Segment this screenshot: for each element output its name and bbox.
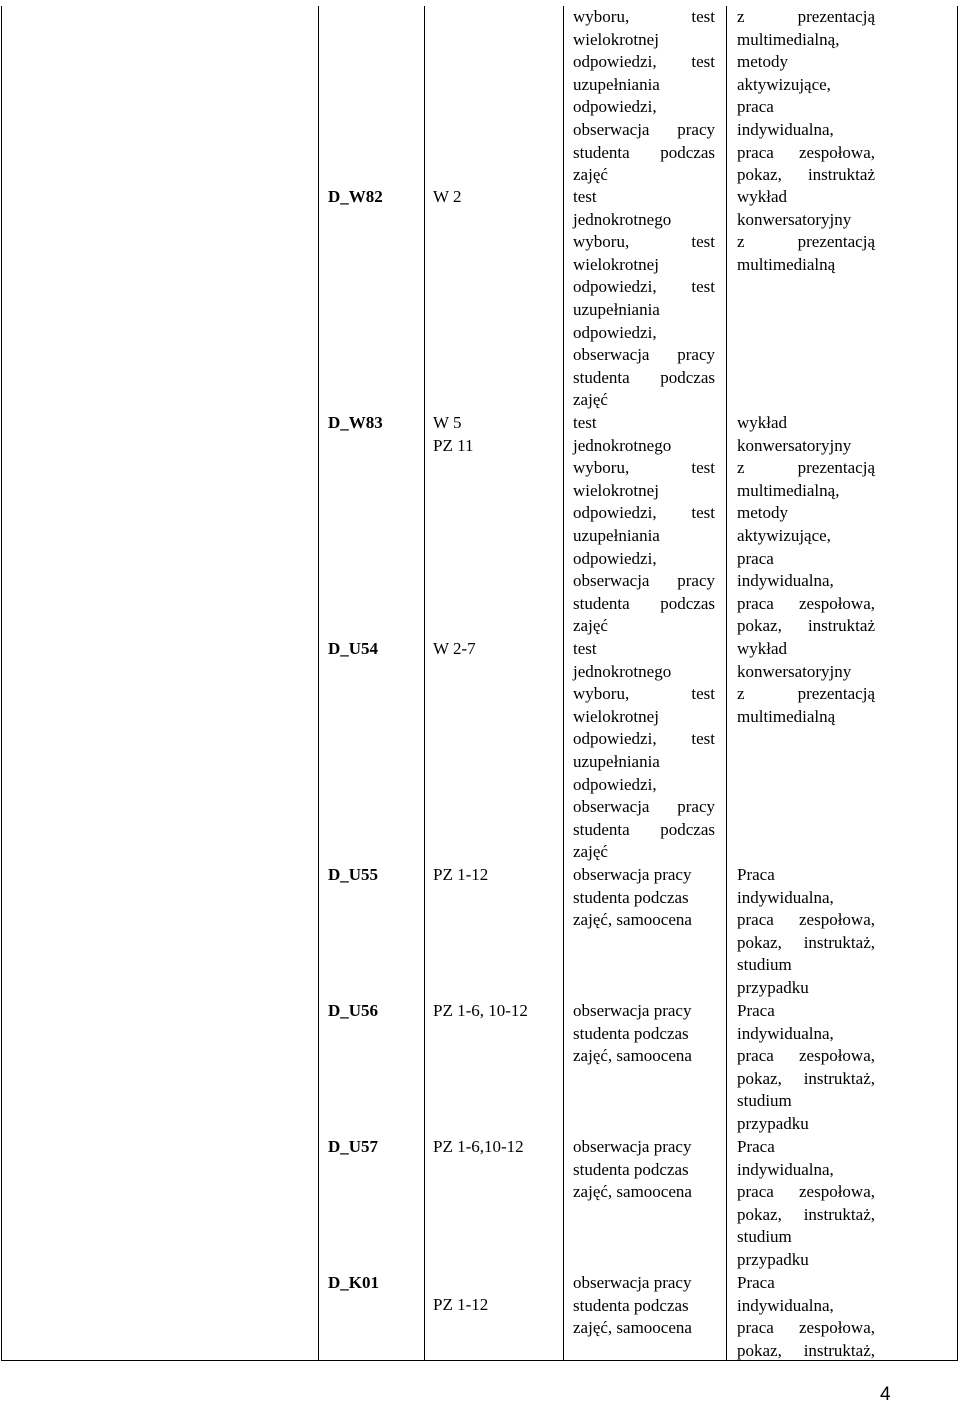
- teaching-form-line: z prezentacją: [737, 232, 875, 252]
- teaching-form: [737, 6, 875, 187]
- teaching-form-line: indywidualna,: [737, 119, 834, 139]
- teaching-form-line: praca zespołowa,: [737, 593, 875, 613]
- teaching-form-line: z prezentacją: [737, 684, 875, 704]
- verification-method-line: jednokrotnego: [573, 661, 672, 681]
- teaching-form-line: Praca: [737, 1273, 775, 1292]
- teaching-form: [737, 186, 875, 276]
- teaching-form-line: studium: [737, 955, 792, 975]
- teaching-form-line: konwersatoryjny: [737, 209, 852, 229]
- content-reference-line: W 2: [433, 187, 462, 206]
- verification-method-line: obserwacja pracy: [573, 345, 715, 365]
- column-divider: [726, 6, 727, 1360]
- teaching-form-line: konwersatoryjny: [737, 435, 852, 455]
- verification-method-line: studenta podczas: [573, 142, 715, 162]
- content-reference: [433, 1136, 524, 1159]
- teaching-form: [737, 638, 875, 728]
- content-reference: [433, 638, 476, 661]
- teaching-form-line: multimedialną: [737, 254, 836, 274]
- teaching-form-line: praca: [737, 97, 774, 117]
- teaching-form: [737, 412, 875, 638]
- content-reference-line: PZ 1-6,10-12: [433, 1137, 524, 1156]
- verification-method: [573, 1272, 715, 1340]
- content-reference-line: PZ 1-12: [433, 865, 489, 884]
- content-reference: [433, 864, 488, 887]
- verification-method-line: studenta podczas: [573, 819, 715, 839]
- teaching-form-line: Praca: [737, 1137, 775, 1156]
- verification-method: [573, 412, 715, 638]
- verification-method-line: odpowiedzi,: [573, 774, 657, 794]
- verification-method: [573, 638, 715, 864]
- verification-method-line: obserwacja pracy: [573, 865, 692, 884]
- teaching-form-line: praca zespołowa,: [737, 1318, 875, 1338]
- content-reference-line: PZ 11: [433, 435, 474, 455]
- learning-outcome-code: D_W82: [328, 187, 383, 206]
- teaching-form-line: praca: [737, 548, 774, 568]
- content-reference: [433, 1000, 528, 1023]
- verification-method-line: obserwacja pracy: [573, 1273, 692, 1292]
- verification-method-line: zajęć: [573, 842, 608, 862]
- teaching-form-line: wykład: [737, 639, 788, 658]
- table-border-left: [1, 6, 2, 1360]
- verification-method-line: wielokrotnej: [573, 29, 659, 49]
- verification-method-line: studenta podczas: [573, 887, 689, 907]
- verification-method-line: odpowiedzi,: [573, 322, 657, 342]
- teaching-form-line: indywidualna,: [737, 571, 834, 591]
- teaching-form: [737, 864, 875, 1000]
- verification-method: [573, 1136, 715, 1204]
- teaching-form-line: Praca: [737, 1001, 775, 1020]
- verification-method-line: wyboru, test: [573, 232, 715, 252]
- verification-method: [573, 1000, 715, 1068]
- verification-method-line: zajęć: [573, 165, 608, 185]
- verification-method-line: studenta podczas: [573, 367, 715, 387]
- teaching-form-line: z prezentacją: [737, 458, 875, 478]
- teaching-form-line: wykład: [737, 187, 788, 206]
- verification-method-line: wielokrotnej: [573, 254, 659, 274]
- verification-method-line: obserwacja pracy: [573, 571, 715, 591]
- learning-outcome-code: D_W83: [328, 413, 383, 432]
- content-reference-line: PZ 1-6, 10-12: [433, 1001, 528, 1020]
- verification-method-line: odpowiedzi,: [573, 97, 657, 117]
- teaching-form-line: pokaz, instruktaż,: [737, 1068, 875, 1088]
- verification-method-line: zajęć, samoocena: [573, 1046, 692, 1066]
- verification-method-line: obserwacja pracy: [573, 1001, 692, 1020]
- verification-method-line: studenta podczas: [573, 1295, 689, 1315]
- verification-method-line: studenta podczas: [573, 1023, 689, 1043]
- verification-method-line: zajęć, samoocena: [573, 910, 692, 930]
- teaching-form-line: metody: [737, 503, 788, 523]
- teaching-form-line: praca zespołowa,: [737, 142, 875, 162]
- teaching-form-line: konwersatoryjny: [737, 661, 852, 681]
- verification-method-line: test: [573, 187, 597, 206]
- verification-method-line: test: [573, 639, 597, 658]
- teaching-form-line: multimedialną,: [737, 480, 840, 500]
- verification-method-line: wyboru, test: [573, 458, 715, 478]
- teaching-form-line: metody: [737, 52, 788, 72]
- verification-method-line: odpowiedzi, test: [573, 503, 715, 523]
- learning-outcome-code: D_U55: [328, 865, 379, 884]
- verification-method-line: obserwacja pracy: [573, 119, 715, 139]
- content-reference: [433, 186, 462, 209]
- verification-method-line: uzupełniania: [573, 299, 660, 319]
- learning-outcome-code: D_U54: [328, 639, 379, 658]
- teaching-form-line: przypadku: [737, 1249, 809, 1269]
- column-divider: [424, 6, 425, 1360]
- verification-method: [573, 186, 715, 412]
- teaching-form-line: przypadku: [737, 977, 809, 997]
- verification-method-line: wielokrotnej: [573, 480, 659, 500]
- verification-method-line: test: [573, 413, 597, 432]
- teaching-form-line: indywidualna,: [737, 1295, 834, 1315]
- learning-outcome-code: D_K01: [328, 1273, 379, 1292]
- verification-method-line: obserwacja pracy: [573, 1137, 692, 1156]
- verification-method-line: jednokrotnego: [573, 209, 672, 229]
- teaching-form-line: wykład: [737, 413, 788, 432]
- teaching-form-line: indywidualna,: [737, 1023, 834, 1043]
- verification-method-line: wyboru, test: [573, 684, 715, 704]
- verification-method-line: zajęć, samoocena: [573, 1318, 692, 1338]
- page-number: 4: [880, 1384, 891, 1405]
- teaching-form-line: multimedialną: [737, 706, 836, 726]
- content-reference-line: PZ 1-12: [433, 1295, 489, 1314]
- teaching-form-line: przypadku: [737, 1113, 809, 1133]
- verification-method-line: jednokrotnego: [573, 435, 672, 455]
- teaching-form-line: studium: [737, 1227, 792, 1247]
- verification-method-line: zajęć, samoocena: [573, 1182, 692, 1202]
- verification-method-line: zajęć: [573, 616, 608, 636]
- verification-method-line: obserwacja pracy: [573, 797, 715, 817]
- verification-method-line: uzupełniania: [573, 525, 660, 545]
- verification-method-line: odpowiedzi, test: [573, 52, 715, 72]
- verification-method-line: zajęć: [573, 390, 608, 410]
- teaching-form: [737, 1272, 875, 1362]
- teaching-form-line: aktywizujące,: [737, 74, 831, 94]
- verification-method: [573, 6, 715, 187]
- teaching-form-line: studium: [737, 1091, 792, 1111]
- teaching-form-line: pokaz, instruktaż: [737, 165, 875, 185]
- verification-method-line: odpowiedzi, test: [573, 277, 715, 297]
- verification-method-line: uzupełniania: [573, 74, 660, 94]
- teaching-form-line: aktywizujące,: [737, 525, 831, 545]
- teaching-form: [737, 1000, 875, 1136]
- teaching-form-line: pokaz, instruktaż,: [737, 1340, 875, 1360]
- learning-outcome-code: D_U57: [328, 1137, 379, 1156]
- teaching-form-line: Praca: [737, 865, 775, 884]
- verification-method-line: studenta podczas: [573, 593, 715, 613]
- content-reference-line: W 2-7: [433, 639, 476, 658]
- verification-method-line: odpowiedzi,: [573, 548, 657, 568]
- teaching-form-line: multimedialną,: [737, 29, 840, 49]
- teaching-form-line: praca zespołowa,: [737, 1182, 875, 1202]
- content-reference: [433, 412, 473, 457]
- teaching-form-line: pokaz, instruktaż: [737, 616, 875, 636]
- teaching-form-line: praca zespołowa,: [737, 910, 875, 930]
- table-border-right: [957, 6, 958, 1360]
- verification-method-line: studenta podczas: [573, 1159, 689, 1179]
- teaching-form-line: pokaz, instruktaż,: [737, 932, 875, 952]
- teaching-form-line: indywidualna,: [737, 887, 834, 907]
- teaching-form-line: pokaz, instruktaż,: [737, 1204, 875, 1224]
- teaching-form-line: praca zespołowa,: [737, 1046, 875, 1066]
- content-reference-line: W 5: [433, 413, 462, 432]
- teaching-form-line: indywidualna,: [737, 1159, 834, 1179]
- column-divider: [563, 6, 564, 1360]
- verification-method-line: odpowiedzi, test: [573, 729, 715, 749]
- column-divider: [318, 6, 319, 1360]
- teaching-form: [737, 1136, 875, 1272]
- verification-method-line: wyboru, test: [573, 7, 715, 26]
- content-reference: [433, 1294, 488, 1317]
- teaching-form-line: z prezentacją: [737, 7, 875, 26]
- verification-method-line: wielokrotnej: [573, 706, 659, 726]
- verification-method-line: uzupełniania: [573, 751, 660, 771]
- learning-outcome-code: D_U56: [328, 1001, 379, 1020]
- verification-method: [573, 864, 715, 932]
